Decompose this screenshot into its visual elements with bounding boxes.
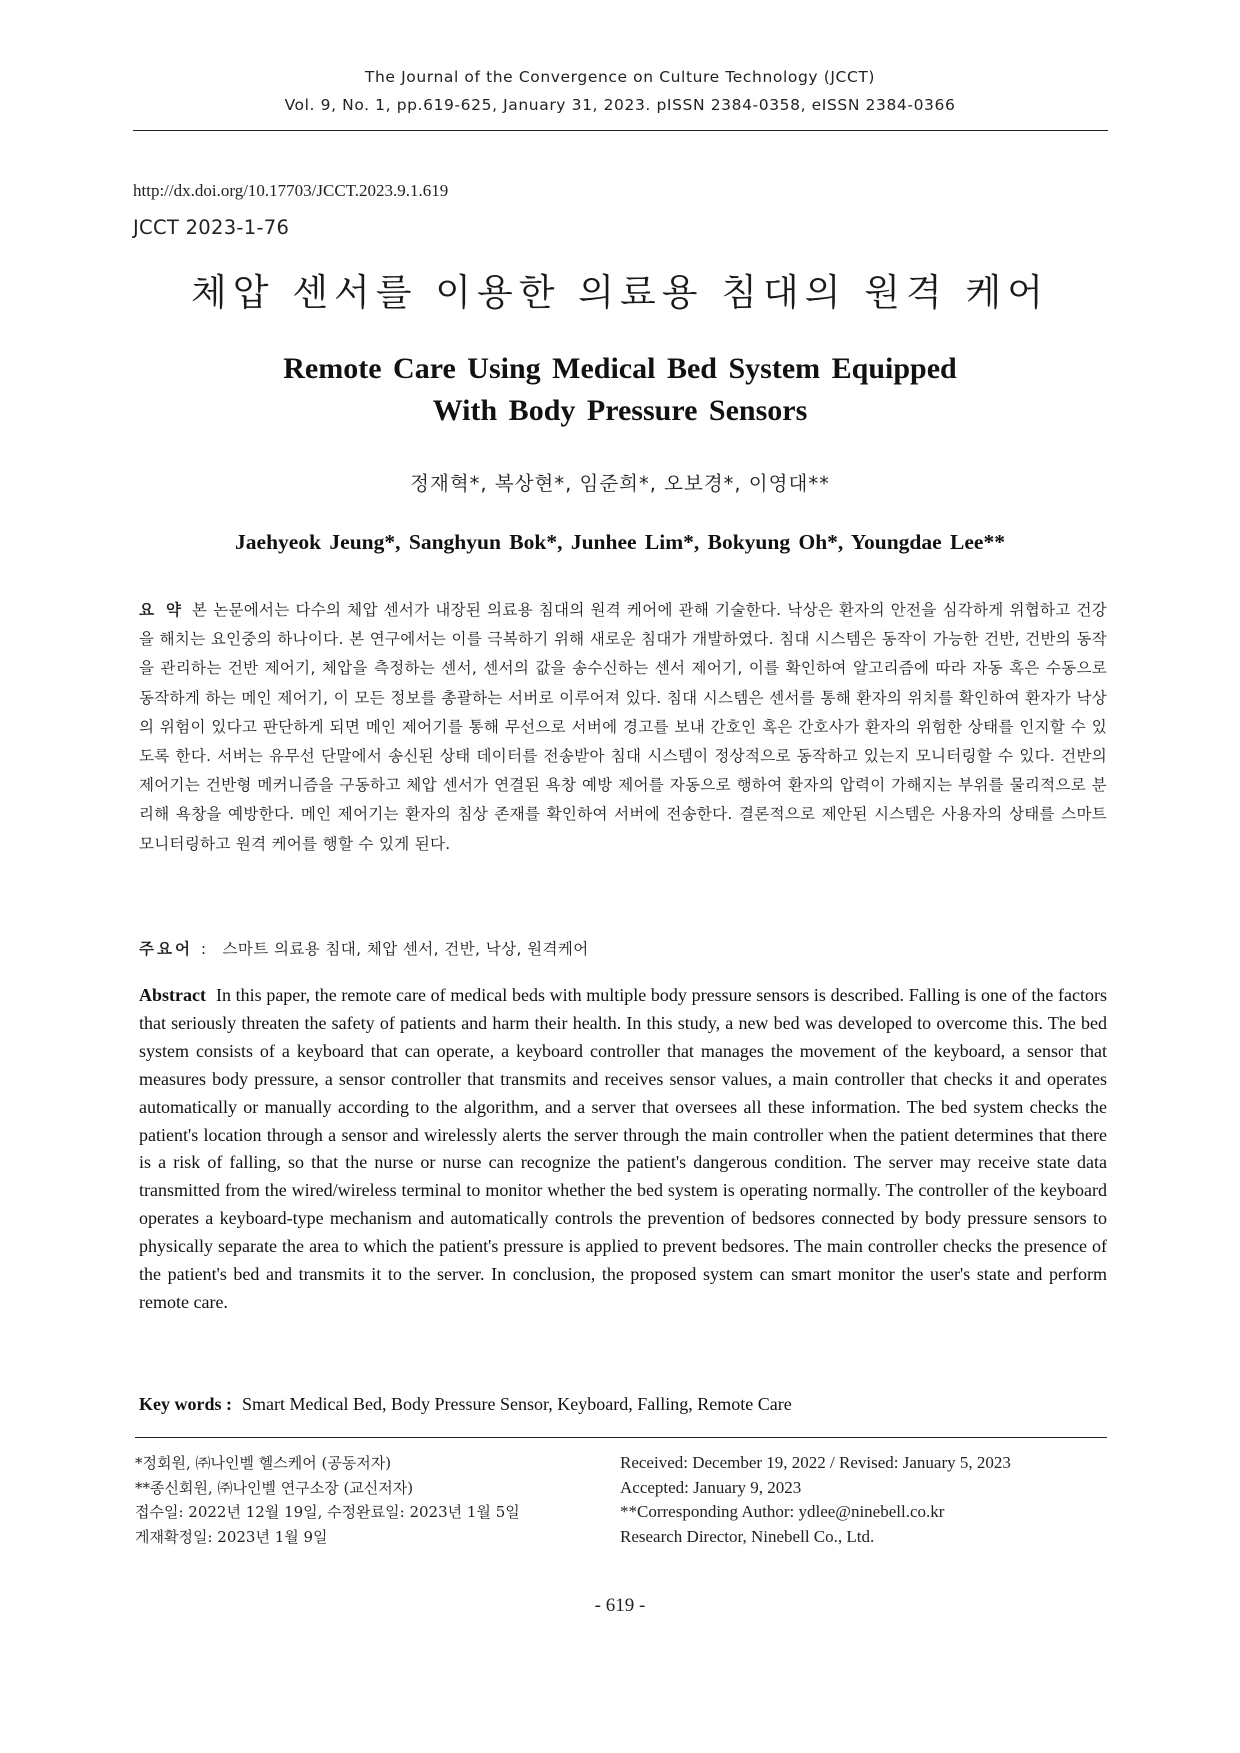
abstract-korean [139, 596, 1107, 859]
abstract-english-text: In this paper, the remote care of medical beds with multiple body pressure sensors is described. Falling is one of the factors that seriously threaten the safety of patients and harm their health. In this study, a new bed was developed to overcome this. The bed system consists of a keyboard that can operate, a keyboard controller that manages the movement of the keyboard, a sensor that measures body pressure, a sensor controller that transmits and receives sensor values, a main controller that checks it and operates automatically or manually according to the algorithm, and a server that oversees all these information. The bed system checks the patient's location through a sensor and wirelessly alerts the server through the main controller when the patient determines that there is a risk of falling, so that the nurse or nurse can recognize the patient's dangerous condition. The server may receive state data transmitted from the wired/wireless terminal to monitor whether the bed system is operating normally. The controller of the keyboard operates a keyboard-type mechanism and automatically controls the prevention of bedsores connected by body pressure sensors to physically separate the area to which the patient's pressure is applied to prevent bedsores. The main controller checks the presence of the patient's bed and transmits it to the server. In conclusion, the proposed system can smart monitor the user's state and perform remote care. [139, 985, 1107, 1312]
abstract-english [139, 982, 1107, 1317]
paper-code: JCCT 2023-1-76 [133, 216, 290, 239]
abstract-korean-text: 본 논문에서는 다수의 체압 센서가 내장된 의료용 침대의 원격 케어에 관해 기술한다. 낙상은 환자의 안전을 심각하게 위협하고 건강을 해치는 요인중의 하나이다. 본 연구에서는 이를 극복하기 위해 새로운 침대가 개발하였다. 침대 시스템은 동작이 가능한 건반, 건반의 동작을 관리하는 건반 제어기, 체압을 측정하는 센서, 센서의 값을 송수신하는 센서 제어기, 이를 확인하여 알고리즘에 따라 자동 혹은 수동으로 동작하게 하는 메인 제어기, 이 모든 정보를 총괄하는 서버로 이루어져 있다. 침대 시스템은 센서를 통해 환자의 위치를 확인하여 환자가 낙상의 위험이 있다고 판단하게 되면 메인 제어기를 통해 무선으로 서버에 경고를 보내 간호인 혹은 간호사가 환자의 위험한 상태를 인지할 수 있도록 한다. 서버는 유무선 단말에서 송신된 상태 데이터를 전송받아 침대 시스템이 정상적으로 동작하고 있는지 모니터링할 수 있다. 건반의 제어기는 건반형 메커니즘을 구동하고 체압 센서가 연결된 욕창 예방 제어를 자동으로 행하여 환자의 압력이 가해지는 부위를 물리적으로 분리해 욕창을 예방한다. 메인 제어기는 환자의 침상 존재를 확인하여 서버에 전송한다. 결론적으로 제안된 시스템은 사용자의 상태를 스마트 모니터링하고 원격 케어를 행할 수 있게 된다. [139, 601, 1107, 853]
journal-volume-info: Vol. 9, No. 1, pp.619-625, January 31, 2023. pISSN 2384-0358, eISSN 2384-0366 [284, 96, 956, 114]
keywords-korean-label: 주요어 [139, 940, 193, 958]
abstract-english-label: Abstract [139, 985, 206, 1005]
footnote-divider [135, 1437, 1107, 1438]
keywords-korean-text: 스마트 의료용 침대, 체압 센서, 건반, 낙상, 원격케어 [222, 940, 589, 958]
header-divider [133, 130, 1108, 131]
authors-korean: 정재혁*, 복상현*, 임준희*, 오보경*, 이영대** [410, 472, 830, 495]
keywords-english-text: Smart Medical Bed, Body Pressure Sensor, Keyboard, Falling, Remote Care [242, 1394, 792, 1414]
paper-title-english-line1: Remote Care Using Medical Bed System Equipped [283, 352, 957, 385]
page-number: - 619 - [594, 1595, 646, 1616]
doi-link[interactable]: http://dx.doi.org/10.17703/JCCT.2023.9.1.619 [133, 181, 449, 200]
footnotes-korean [135, 1451, 520, 1549]
abstract-korean-label: 요 약 [139, 601, 185, 619]
footnote-line: **Corresponding Author: ydlee@ninebell.co.kr [620, 1502, 945, 1521]
footnote-line: Accepted: January 9, 2023 [620, 1477, 802, 1497]
keywords-korean-separator: : [200, 940, 207, 958]
footnote-line: **종신회원, ㈜나인벨 연구소장 (교신저자) [135, 1478, 414, 1497]
paper-title-english-line2: With Body Pressure Sensors [432, 394, 808, 427]
footnote-line: 게재확정일: 2023년 1월 9일 [135, 1527, 328, 1546]
footnote-line: Received: December 19, 2022 / Revised: January 5, 2023 [620, 1453, 1011, 1472]
paper-title-korean: 체압 센서를 이용한 의료용 침대의 원격 케어 [191, 271, 1049, 314]
footnote-line: 접수일: 2022년 12월 19일, 수정완료일: 2023년 1월 5일 [135, 1503, 520, 1521]
footnote-line: Research Director, Ninebell Co., Ltd. [620, 1526, 875, 1546]
journal-name: The Journal of the Convergence on Culture Technology (JCCT) [364, 68, 876, 86]
authors-english: Jaehyeok Jeung*, Sanghyun Bok*, Junhee Lim*, Bokyung Oh*, Youngdae Lee** [235, 530, 1005, 554]
keywords-english-label: Key words : [139, 1394, 232, 1414]
footnotes-english [620, 1451, 1011, 1549]
keywords-english [139, 1394, 792, 1415]
footnote-line: *정회원, ㈜나인벨 헬스케어 (공동저자) [135, 1454, 392, 1472]
keywords-korean [139, 937, 589, 959]
